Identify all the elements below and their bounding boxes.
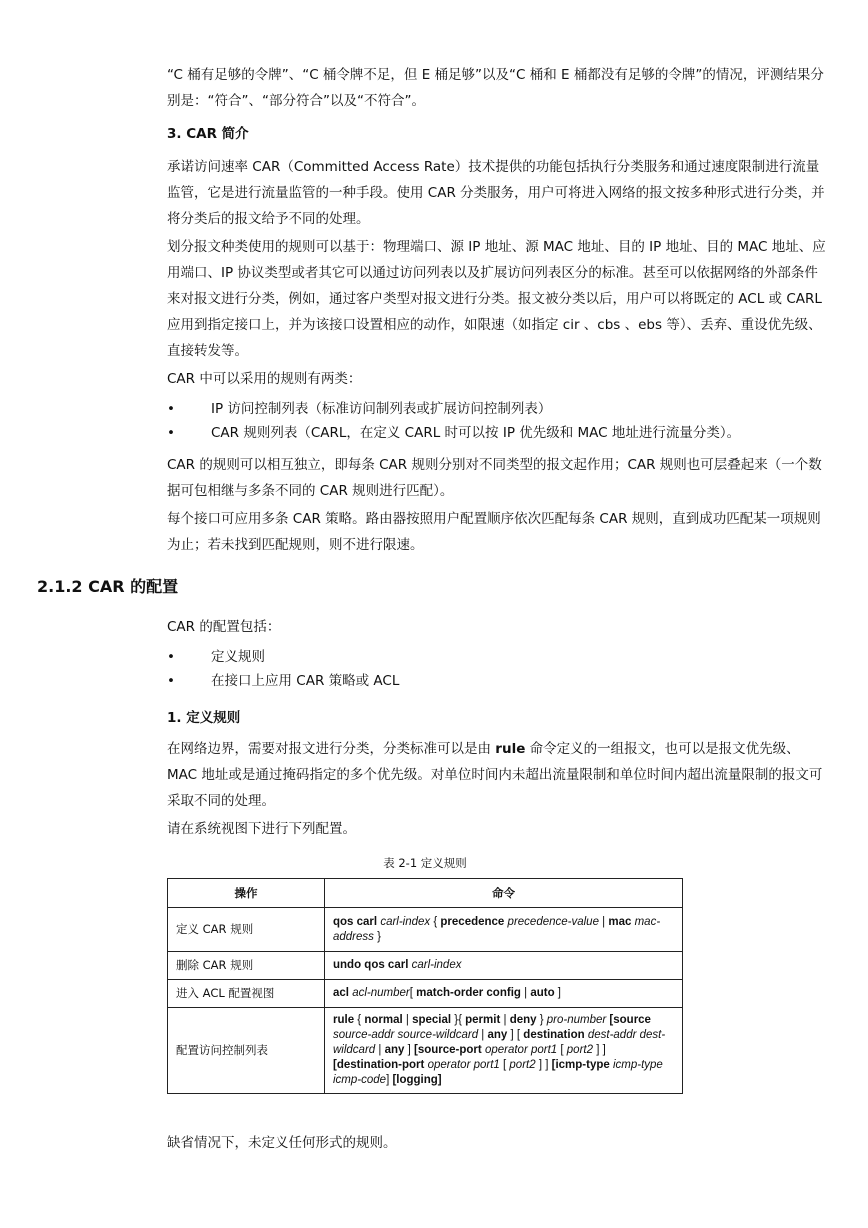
command-keyword: rule bbox=[333, 1014, 355, 1026]
command-keyword: normal bbox=[364, 1014, 403, 1026]
command-keyword: auto bbox=[530, 987, 555, 999]
command-cell bbox=[325, 908, 683, 952]
command-cell bbox=[325, 952, 683, 980]
command-keyword: precedence bbox=[440, 915, 505, 928]
list-item-text: 定义规则 bbox=[211, 649, 265, 665]
table-row bbox=[168, 1008, 683, 1094]
command-argument: mac-address bbox=[333, 915, 661, 943]
command-cell bbox=[325, 980, 683, 1008]
bullet-icon: • bbox=[167, 425, 175, 441]
define-rules-text-post: 命令定义的一组报文，也可以是报文优先级、MAC 地址或是通过掩码指定的多个优先级。对单位时间内未超出流量限制和单位时间内超出流量限制的报文可采取不同的处理。 bbox=[167, 741, 823, 809]
command-argument: operator port1 bbox=[427, 1059, 500, 1071]
column-header-command: 命令 bbox=[325, 879, 683, 908]
operation-cell: 配置访问控制列表 bbox=[168, 1008, 325, 1094]
command-punctuation: [ bbox=[409, 987, 417, 999]
command-keyword: special bbox=[412, 1014, 452, 1026]
command-keyword: [destination-port bbox=[333, 1059, 425, 1071]
command-keyword: undo qos carl bbox=[333, 959, 409, 971]
command-punctuation: { bbox=[354, 1014, 365, 1026]
command-argument: acl-number bbox=[352, 987, 410, 999]
command-keyword: [source bbox=[606, 1014, 651, 1026]
command-keyword: any bbox=[487, 1029, 508, 1041]
command-argument: source-addr source-wildcard bbox=[333, 1029, 479, 1041]
operation-cell: 定义 CAR 规则 bbox=[168, 908, 325, 952]
command-punctuation: } bbox=[373, 930, 381, 943]
list-item-text: CAR 规则列表（CARL，在定义 CARL 时可以按 IP 优先级和 MAC 地址进行流量分类）。 bbox=[211, 425, 741, 441]
table-header-row bbox=[168, 879, 683, 908]
config-intro: CAR 的配置包括： bbox=[167, 619, 281, 635]
system-view-note: 请在系统视图下进行下列配置。 bbox=[167, 821, 356, 837]
list-item-text: 在接口上应用 CAR 策略或 ACL bbox=[211, 673, 400, 689]
section-heading-car-config: 2.1.2 CAR 的配置 bbox=[37, 577, 179, 596]
command-punctuation: | bbox=[520, 987, 531, 999]
command-keyword: destination bbox=[523, 1029, 585, 1041]
command-keyword: qos carl bbox=[333, 915, 378, 928]
command-punctuation: }{ bbox=[451, 1014, 466, 1026]
command-punctuation: { bbox=[430, 915, 441, 928]
car-description-paragraph: 承诺访问速率 CAR（Committed Access Rate）技术提供的功能包括执行分类服务和通过速度限制进行流量监管，它是进行流量监管的一种手段。使用 CAR 分类服务，用户可将进入网络的报文按多种形式进行分类，并将分类后的报文给予不同的处理。 bbox=[167, 159, 825, 227]
command-punctuation: [ bbox=[499, 1059, 510, 1071]
command-argument: port2 bbox=[509, 1059, 536, 1071]
command-keyword: permit bbox=[465, 1014, 501, 1026]
command-keyword: [icmp-type bbox=[551, 1059, 610, 1071]
command-punctuation: | bbox=[375, 1044, 385, 1056]
section-heading-car-intro: 3. CAR 简介 bbox=[167, 126, 249, 142]
command-keyword: acl bbox=[333, 987, 349, 999]
bullet-icon: • bbox=[167, 649, 175, 665]
rule-independence-paragraph: CAR 的规则可以相互独立，即每条 CAR 规则分别对不同类型的报文起作用；CAR 规则也可层叠起来（一个数据可包相继与多条不同的 CAR 规则进行匹配）。 bbox=[167, 457, 822, 499]
command-punctuation: ] bbox=[404, 1044, 414, 1056]
command-punctuation: | bbox=[402, 1014, 413, 1026]
command-cell bbox=[325, 1008, 683, 1094]
command-punctuation: ] bbox=[386, 1074, 393, 1086]
command-punctuation: | bbox=[478, 1029, 488, 1041]
default-note: 缺省情况下，未定义任何形式的规则。 bbox=[167, 1135, 397, 1151]
rule-keyword: rule bbox=[495, 741, 526, 757]
column-header-operation: 操作 bbox=[168, 879, 325, 908]
command-keyword: mac bbox=[608, 915, 632, 928]
command-argument: precedence-value bbox=[507, 915, 599, 928]
policy-matching-paragraph: 每个接口可应用多条 CAR 策略。路由器按照用户配置顺序依次匹配每条 CAR 规则，直到成功匹配某一项规则为止；若未找到匹配规则，则不进行限速。 bbox=[167, 511, 821, 553]
command-keyword: [source-port bbox=[414, 1044, 482, 1056]
rule-types-intro: CAR 中可以采用的规则有两类： bbox=[167, 371, 362, 387]
table-row bbox=[168, 908, 683, 952]
bullet-icon: • bbox=[167, 673, 175, 689]
command-keyword: match-order config bbox=[416, 987, 521, 999]
table-caption: 表 2-1 定义规则 bbox=[383, 856, 467, 870]
command-punctuation: ] bbox=[554, 987, 561, 999]
define-rules-table bbox=[167, 878, 683, 1094]
classification-paragraph: 划分报文种类使用的规则可以基于：物理端口、源 IP 地址、源 MAC 地址、目的 IP 地址、目的 MAC 地址、应用端口、IP 协议类型或者其它可以通过访问列表以及扩展访问列表区分的标准。甚至可以依据网络的外部条件来对报文进行分类，例如，通过客户类型对报文进行分类。报文被分类以后，用户可以将既定的 ACL 或 CARL 应用到指定接口上，并为该接口设置相应的动作，如限速（如指定 cir 、cbs 、ebs 等）、丢弃、重设优先级、直接转发等。 bbox=[167, 239, 826, 359]
bullet-icon: • bbox=[167, 401, 175, 417]
command-argument: operator port1 bbox=[484, 1044, 558, 1056]
subsection-heading-define-rules: 1. 定义规则 bbox=[167, 710, 241, 726]
command-argument: pro-number bbox=[546, 1014, 607, 1026]
command-punctuation: | bbox=[598, 915, 609, 928]
command-keyword: any bbox=[384, 1044, 405, 1056]
command-punctuation: ] [ bbox=[507, 1029, 524, 1041]
table-row bbox=[168, 980, 683, 1008]
command-punctuation: ] ] bbox=[593, 1044, 606, 1056]
intro-paragraph: “C 桶有足够的令牌”、“C 桶令牌不足，但 E 桶足够”以及“C 桶和 E 桶都没有足够的令牌”的情况，评测结果分别是：“符合”、“部分符合”以及“不符合”。 bbox=[167, 67, 824, 109]
command-keyword: [logging] bbox=[392, 1074, 442, 1086]
command-punctuation: [ bbox=[557, 1044, 567, 1056]
operation-cell: 删除 CAR 规则 bbox=[168, 952, 325, 980]
command-punctuation: } bbox=[536, 1014, 547, 1026]
command-punctuation: ] ] bbox=[535, 1059, 552, 1071]
list-item-text: IP 访问控制列表（标准访问制列表或扩展访问控制列表） bbox=[211, 401, 552, 417]
operation-cell: 进入 ACL 配置视图 bbox=[168, 980, 325, 1008]
command-argument: icmp-type icmp-code bbox=[333, 1059, 663, 1086]
command-argument: dest-addr dest- wildcard bbox=[333, 1029, 666, 1056]
command-argument: carl-index bbox=[380, 915, 431, 928]
command-keyword: deny bbox=[509, 1014, 537, 1026]
command-punctuation: | bbox=[500, 1014, 510, 1026]
define-rules-text-pre: 在网络边界，需要对报文进行分类，分类标准可以是由 bbox=[167, 741, 496, 757]
command-argument: carl-index bbox=[411, 959, 462, 971]
table-row bbox=[168, 952, 683, 980]
command-argument: port2 bbox=[566, 1044, 593, 1056]
define-rules-paragraph bbox=[167, 736, 827, 814]
